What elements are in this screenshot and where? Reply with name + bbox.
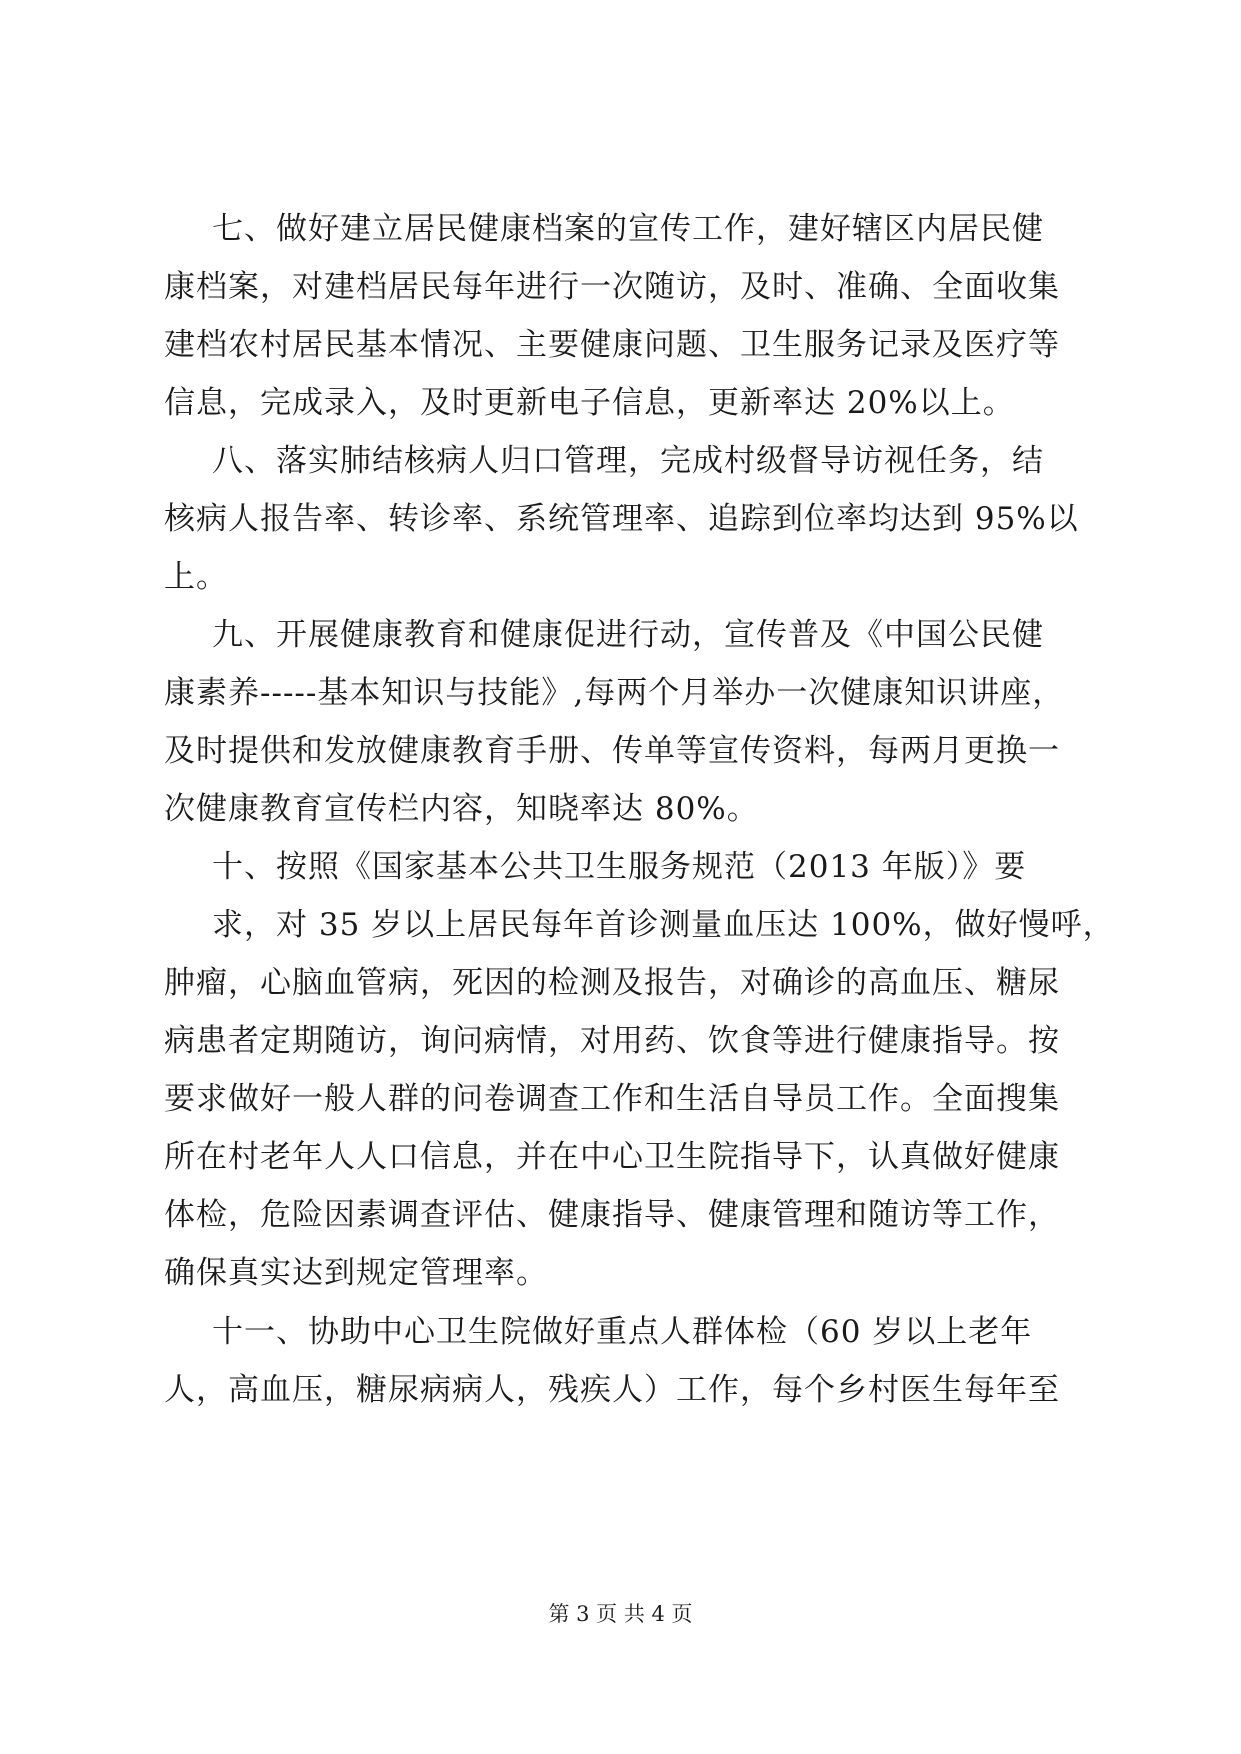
- text-line: 人，高血压，糖尿病病人，残疾人）工作，每个乡村医生每年至: [164, 1372, 1060, 1408]
- text-line: 八、落实肺结核病人归口管理，完成村级督导访视任务，结: [212, 443, 1044, 479]
- text-line: 信息，完成录入，及时更新电子信息，更新率达 20%以上。: [164, 385, 1015, 421]
- text-line: 所在村老年人人口信息，并在中心卫生院指导下，认真做好健康: [164, 1139, 1060, 1175]
- text-line: 上。: [164, 559, 228, 595]
- page-number-footer: 第 3 页 共 4 页: [548, 1602, 693, 1626]
- text-line: 建档农村居民基本情况、主要健康问题、卫生服务记录及医疗等: [164, 327, 1060, 363]
- text-line: 求，对 35 岁以上居民每年首诊测量血压达 100%，做好慢呼，: [212, 907, 1115, 943]
- text-line: 十一、协助中心卫生院做好重点人群体检（60 岁以上老年: [212, 1314, 1033, 1350]
- text-line: 核病人报告率、转诊率、系统管理率、追踪到位率均达到 95%以: [164, 501, 1079, 537]
- text-line: 要求做好一般人群的问卷调查工作和生活自导员工作。全面搜集: [164, 1081, 1060, 1117]
- text-line: 康档案，对建档居民每年进行一次随访，及时、准确、全面收集: [164, 269, 1060, 305]
- text-line: 肿瘤，心脑血管病，死因的检测及报告，对确诊的高血压、糖尿: [164, 965, 1060, 1001]
- text-line: 病患者定期随访，询问病情，对用药、饮食等进行健康指导。按: [164, 1023, 1060, 1059]
- text-line: 九、开展健康教育和健康促进行动，宣传普及《中国公民健: [212, 617, 1044, 653]
- text-line: 康素养-----基本知识与技能》,每两个月举办一次健康知识讲座，: [164, 675, 1065, 711]
- text-line: 确保真实达到规定管理率。: [164, 1255, 548, 1291]
- text-line: 次健康教育宣传栏内容，知晓率达 80%。: [164, 791, 759, 827]
- text-line: 体检，危险因素调查评估、健康指导、健康管理和随访等工作，: [164, 1197, 1060, 1233]
- text-line: 七、做好建立居民健康档案的宣传工作，建好辖区内居民健: [212, 211, 1044, 247]
- text-line: 及时提供和发放健康教育手册、传单等宣传资料，每两月更换一: [164, 733, 1060, 769]
- text-line: 十、按照《国家基本公共卫生服务规范（2013 年版）》要: [212, 849, 1027, 885]
